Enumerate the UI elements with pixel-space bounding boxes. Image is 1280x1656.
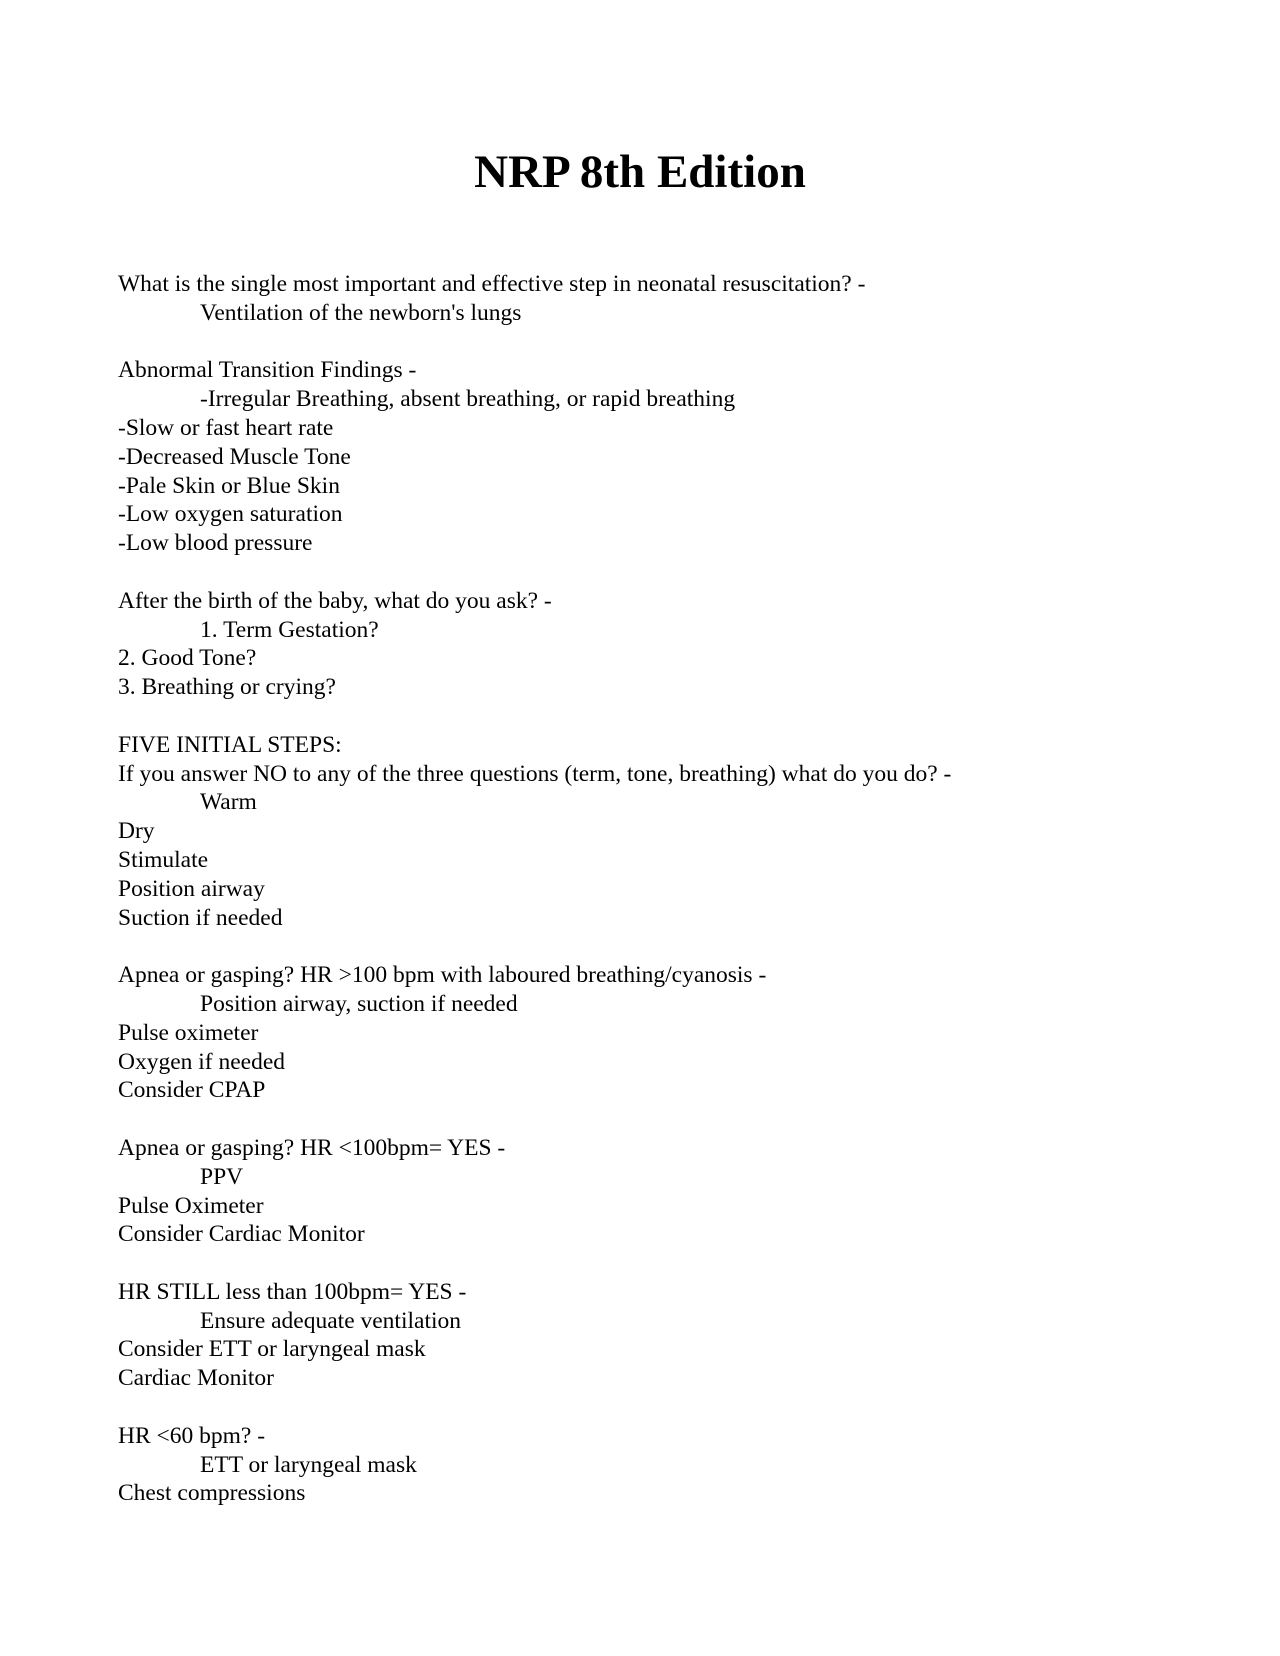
flashcard-answer-line: Stimulate bbox=[118, 846, 209, 873]
flashcard-answer-first-line: ETT or laryngeal mask bbox=[200, 1451, 417, 1478]
flashcard-answer-first-line: Position airway, suction if needed bbox=[200, 990, 518, 1017]
flashcard-answer-first-line: Ventilation of the newborn's lungs bbox=[200, 299, 522, 326]
flashcard-question: HR STILL less than 100bpm= YES - bbox=[118, 1278, 467, 1305]
flashcard-answer-line: Consider ETT or laryngeal mask bbox=[118, 1336, 426, 1363]
flashcard-answer-line: Consider CPAP bbox=[118, 1077, 266, 1104]
flashcard-answer-first-line: -Irregular Breathing, absent breathing, or rapid breathing bbox=[200, 386, 736, 413]
flashcard-answer-line: 3. Breathing or crying? bbox=[118, 674, 336, 701]
flashcard-answer-line: Pulse Oximeter bbox=[118, 1192, 264, 1219]
flashcard-question: After the birth of the baby, what do you ask? - bbox=[118, 587, 552, 614]
flashcard-question: Abnormal Transition Findings - bbox=[118, 357, 417, 384]
flashcard-answer-line: Consider Cardiac Monitor bbox=[118, 1221, 365, 1248]
flashcard-answer-first-line: Warm bbox=[200, 789, 257, 816]
flashcard-question: Apnea or gasping? HR <100bpm= YES - bbox=[118, 1134, 506, 1161]
flashcard-question: Apnea or gasping? HR >100 bpm with laboured breathing/cyanosis - bbox=[118, 962, 767, 989]
flashcard-answer-line: Cardiac Monitor bbox=[118, 1365, 274, 1392]
flashcard-answer-line: -Low oxygen saturation bbox=[118, 501, 343, 528]
flashcard-answer-first-line: PPV bbox=[200, 1163, 244, 1190]
flashcard-question: If you answer NO to any of the three questions (term, tone, breathing) what do you do? - bbox=[118, 760, 952, 787]
flashcard-question: HR <60 bpm? - bbox=[118, 1422, 266, 1449]
flashcard-answer-first-line: Ensure adequate ventilation bbox=[200, 1307, 462, 1334]
flashcard-block bbox=[118, 587, 1178, 702]
flashcard-answer-line: Pulse oximeter bbox=[118, 1019, 259, 1046]
flashcard-answer-line: -Slow or fast heart rate bbox=[118, 414, 334, 441]
flashcard-block bbox=[118, 1134, 1178, 1249]
flashcard-answer-line: Position airway bbox=[118, 875, 265, 902]
flashcard-block bbox=[118, 356, 1178, 558]
flashcard-answer-line: -Low blood pressure bbox=[118, 530, 313, 557]
document-body bbox=[118, 270, 1178, 1537]
flashcard-answer-line: -Pale Skin or Blue Skin bbox=[118, 472, 340, 499]
flashcard-block bbox=[118, 1278, 1178, 1393]
flashcard-answer-line: -Decreased Muscle Tone bbox=[118, 443, 351, 470]
document-title: NRP 8th Edition bbox=[474, 146, 806, 198]
flashcard-answer-first-line: 1. Term Gestation? bbox=[200, 616, 379, 643]
section-heading: FIVE INITIAL STEPS: bbox=[118, 731, 342, 758]
flashcard-question: What is the single most important and effective step in neonatal resuscitation? - bbox=[118, 271, 866, 297]
flashcard-answer-line: Oxygen if needed bbox=[118, 1048, 286, 1075]
flashcard-answer-line: Chest compressions bbox=[118, 1480, 306, 1507]
flashcard-answer-line: 2. Good Tone? bbox=[118, 645, 257, 672]
flashcard-block bbox=[118, 961, 1178, 1105]
flashcard-block bbox=[118, 1422, 1178, 1508]
flashcard-answer-line: Dry bbox=[118, 818, 155, 845]
flashcard-block bbox=[118, 270, 1178, 328]
flashcard-block bbox=[118, 731, 1178, 933]
flashcard-answer-line: Suction if needed bbox=[118, 904, 283, 931]
